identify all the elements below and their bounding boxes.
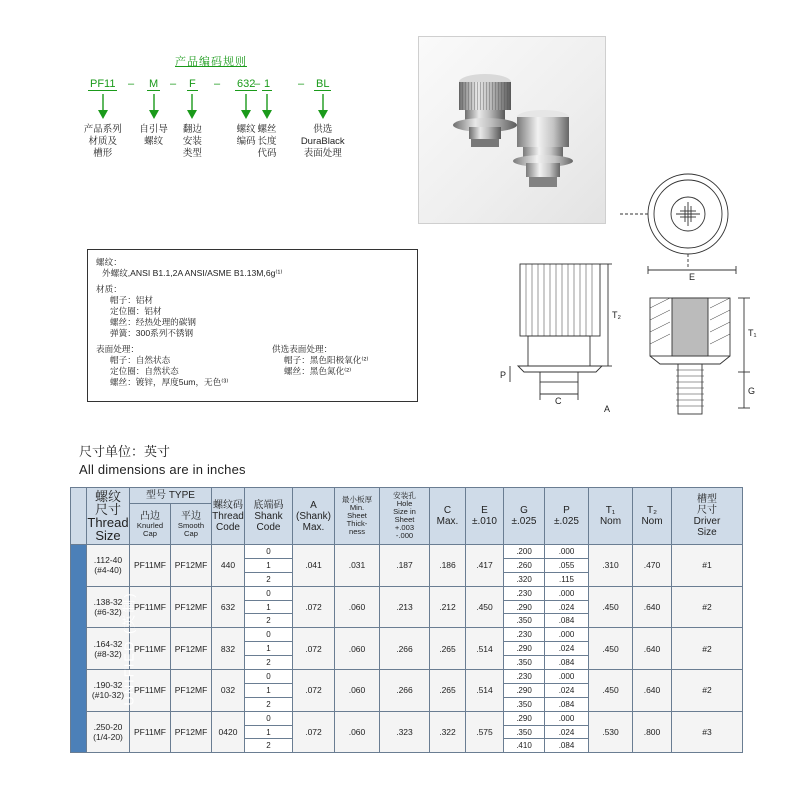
code-segment-desc: 螺丝 长度 代码 (257, 124, 277, 159)
down-arrow-icon (261, 94, 273, 120)
unified-side-label: UNIFIED (英制) (71, 545, 87, 753)
cell-g: .230 (504, 670, 545, 684)
cell-shank: 1 (245, 642, 293, 656)
spec-material-line: 定位圈：铝材 (110, 306, 162, 316)
cell-e: .417 (466, 545, 504, 587)
dim-label-p: P (500, 370, 507, 380)
code-segment-desc: 供选 DuraBlack 表面处理 (300, 124, 345, 159)
dimensions-title-en: All dimensions are in inches (79, 462, 246, 477)
table-row (71, 711, 743, 725)
spec-material-label: 材质： (96, 284, 122, 294)
cell-knurled: PF11MF (130, 628, 171, 670)
th-g: G ±.025 (504, 488, 545, 545)
cell-shank: 2 (245, 656, 293, 670)
cell-smooth: PF12MF (171, 628, 212, 670)
cell-thread-code: 0420 (212, 711, 245, 753)
down-arrow-icon (317, 94, 329, 120)
cell-p: .024 (545, 683, 589, 697)
cell-size: .250-20 (1/4-20) (87, 711, 130, 753)
cell-t1: .450 (589, 586, 633, 628)
th-p: P ±.025 (545, 488, 589, 545)
cell-size: .112-40 (#4-40) (87, 545, 130, 587)
cell-g: .290 (504, 683, 545, 697)
cell-sheet: .031 (335, 545, 380, 587)
cell-sheet: .060 (335, 586, 380, 628)
code-segment-value: PF11 (90, 78, 116, 90)
cell-thread-code: 440 (212, 545, 245, 587)
cell-p: .084 (545, 739, 589, 753)
code-segment-value: 1 (264, 78, 271, 90)
cell-p: .024 (545, 725, 589, 739)
cell-hole: .266 (380, 670, 430, 712)
th-thread-code: 螺纹码 Thread Code (212, 488, 245, 545)
cell-p: .115 (545, 572, 589, 586)
cell-e: .514 (466, 670, 504, 712)
cell-t2: .640 (633, 670, 672, 712)
code-separator: – (170, 78, 177, 90)
th-knurled: 凸边 Knurled Cap (130, 504, 171, 545)
cell-g: .410 (504, 739, 545, 753)
technical-drawing (500, 168, 800, 436)
cell-sheet: .060 (335, 711, 380, 753)
spec-finish-line: 定位圈：自然状态 (110, 366, 179, 376)
cell-knurled: PF11MF (130, 711, 171, 753)
code-segment (187, 78, 198, 91)
th-t2: T₂ Nom (633, 488, 672, 545)
table-row (71, 628, 743, 642)
cell-p: .000 (545, 670, 589, 684)
cell-p: .000 (545, 586, 589, 600)
down-arrow-icon (240, 94, 252, 120)
cell-t1: .530 (589, 711, 633, 753)
cell-c: .186 (430, 545, 466, 587)
table-row (71, 670, 743, 684)
cell-shank: 2 (245, 739, 293, 753)
cell-g: .320 (504, 572, 545, 586)
cell-thread-code: 832 (212, 628, 245, 670)
cell-size: .138-32 (#6-32) (87, 586, 130, 628)
th-type: 型号 TYPE (130, 488, 212, 504)
dim-label-e: E (689, 272, 696, 282)
cell-size: .190-32 (#10-32) (87, 670, 130, 712)
cell-a: .072 (293, 586, 335, 628)
table-body (71, 545, 743, 753)
code-segment (314, 78, 331, 91)
dim-label-c: C (555, 396, 562, 406)
cell-t2: .640 (633, 628, 672, 670)
spec-material-line: 螺丝：经热处理的碳钢 (110, 317, 196, 327)
cell-g: .290 (504, 642, 545, 656)
th-driver: 槽型 尺寸 Driver Size (672, 488, 743, 545)
cell-shank: 0 (245, 545, 293, 559)
cell-driver: #3 (672, 711, 743, 753)
cell-e: .514 (466, 628, 504, 670)
cell-driver: #2 (672, 670, 743, 712)
cell-shank: 0 (245, 711, 293, 725)
code-segment-desc: 螺纹 编码 (236, 124, 256, 147)
cell-g: .290 (504, 711, 545, 725)
cell-p: .000 (545, 711, 589, 725)
spec-optional-label: 供选表面处理： (272, 344, 333, 354)
side-header-cell (71, 488, 87, 545)
code-segment (147, 78, 160, 91)
cell-size: .164-32 (#8-32) (87, 628, 130, 670)
cell-g: .290 (504, 600, 545, 614)
cell-knurled: PF11MF (130, 586, 171, 628)
cell-sheet: .060 (335, 628, 380, 670)
code-segment-desc: 产品系列 材质及 槽形 (83, 124, 122, 159)
spec-optional-line: 螺丝：黑色氮化⁽²⁾ (284, 366, 352, 376)
cell-smooth: PF12MF (171, 586, 212, 628)
spec-box (87, 249, 418, 402)
cell-c: .265 (430, 628, 466, 670)
cell-p: .024 (545, 600, 589, 614)
th-shank-code: 底端码 Shank Code (245, 488, 293, 545)
cell-smooth: PF12MF (171, 545, 212, 587)
dimension-table-wrap (70, 487, 742, 757)
cell-shank: 0 (245, 586, 293, 600)
spec-finish-line: 帽子：自然状态 (110, 355, 171, 365)
cell-shank: 1 (245, 725, 293, 739)
cell-g: .350 (504, 656, 545, 670)
cell-e: .450 (466, 586, 504, 628)
th-smooth: 平边 Smooth Cap (171, 504, 212, 545)
cell-g: .350 (504, 614, 545, 628)
cell-shank: 2 (245, 614, 293, 628)
cell-driver: #2 (672, 586, 743, 628)
spec-thread-value: 外螺纹,ANSI B1.1,2A ANSI/ASME B1.13M,6g⁽¹⁾ (102, 268, 283, 278)
cell-thread-code: 032 (212, 670, 245, 712)
cell-shank: 2 (245, 572, 293, 586)
cell-shank: 2 (245, 697, 293, 711)
cell-a: .072 (293, 628, 335, 670)
code-segment-value: 632 (237, 78, 256, 90)
cell-shank: 1 (245, 558, 293, 572)
cell-shank: 1 (245, 683, 293, 697)
th-hole: 安装孔 Hole Size in Sheet +.003 -.000 (380, 488, 430, 545)
cell-t2: .800 (633, 711, 672, 753)
cell-a: .072 (293, 711, 335, 753)
dimension-table (70, 487, 743, 753)
cell-shank: 1 (245, 600, 293, 614)
cell-hole: .187 (380, 545, 430, 587)
cell-hole: .266 (380, 628, 430, 670)
cell-hole: .323 (380, 711, 430, 753)
dimensions-title-cn: 尺寸单位：英寸 (79, 444, 171, 459)
cell-t1: .450 (589, 670, 633, 712)
code-separator: – (128, 78, 135, 90)
cell-a: .041 (293, 545, 335, 587)
th-e: E ±.010 (466, 488, 504, 545)
cell-p: .084 (545, 656, 589, 670)
th-t1: T₁ Nom (589, 488, 633, 545)
cell-t1: .310 (589, 545, 633, 587)
code-segment-value: M (149, 78, 159, 90)
th-c: C Max. (430, 488, 466, 545)
cell-knurled: PF11MF (130, 670, 171, 712)
cell-g: .350 (504, 725, 545, 739)
cell-t1: .450 (589, 628, 633, 670)
cell-c: .265 (430, 670, 466, 712)
cell-smooth: PF12MF (171, 711, 212, 753)
dim-label-t1: T₁ (748, 328, 757, 338)
cell-t2: .470 (633, 545, 672, 587)
code-separator: – (298, 78, 305, 90)
code-segment (262, 78, 272, 91)
cell-driver: #1 (672, 545, 743, 587)
code-segment-value: F (189, 78, 196, 90)
cell-sheet: .060 (335, 670, 380, 712)
spec-finish-line: 螺丝：镀锌，厚度5um，无色⁽³⁾ (110, 377, 229, 387)
cell-p: .084 (545, 697, 589, 711)
spec-finish-label: 表面处理： (96, 344, 139, 354)
cell-p: .055 (545, 558, 589, 572)
cell-shank: 0 (245, 628, 293, 642)
drawing-svg (500, 168, 800, 436)
down-arrow-icon (186, 94, 198, 120)
cell-c: .212 (430, 586, 466, 628)
cell-e: .575 (466, 711, 504, 753)
cell-smooth: PF12MF (171, 670, 212, 712)
cell-hole: .213 (380, 586, 430, 628)
spec-thread-label: 螺纹： (96, 257, 122, 267)
spec-optional-line: 帽子：黑色阳极氧化⁽²⁾ (284, 355, 369, 365)
code-segment-desc: 翻边 安装 类型 (182, 124, 202, 159)
cell-g: .350 (504, 697, 545, 711)
cell-t2: .640 (633, 586, 672, 628)
cell-knurled: PF11MF (130, 545, 171, 587)
dim-label-g: G (748, 386, 756, 396)
cell-p: .000 (545, 628, 589, 642)
th-a: A (Shank) Max. (293, 488, 335, 545)
dim-label-t2: T₂ (612, 310, 621, 320)
cell-thread-code: 632 (212, 586, 245, 628)
code-scheme-title: 产品编码规则 (175, 56, 247, 68)
table-row (71, 545, 743, 559)
cell-g: .230 (504, 628, 545, 642)
cell-g: .260 (504, 558, 545, 572)
code-segment-value: BL (316, 78, 330, 90)
code-separator: – (214, 78, 221, 90)
cell-p: .084 (545, 614, 589, 628)
cell-a: .072 (293, 670, 335, 712)
down-arrow-icon (148, 94, 160, 120)
table-row (71, 586, 743, 600)
dim-label-a: A (604, 404, 611, 414)
spec-material-line: 帽子：铝材 (110, 295, 153, 305)
cell-shank: 0 (245, 670, 293, 684)
code-segment (88, 78, 117, 91)
down-arrow-icon (97, 94, 109, 120)
cell-p: .024 (545, 642, 589, 656)
th-thread: 螺纹 尺寸 Thread Size (87, 489, 129, 543)
th-sheet: 最小板厚 Min. Sheet Thick- ness (335, 488, 380, 545)
code-separator: – (254, 78, 261, 90)
cell-g: .200 (504, 545, 545, 559)
cell-c: .322 (430, 711, 466, 753)
cell-g: .230 (504, 586, 545, 600)
cell-driver: #2 (672, 628, 743, 670)
cell-p: .000 (545, 545, 589, 559)
spec-material-line: 弹簧：300系列不锈钢 (110, 328, 194, 338)
code-segment-desc: 自引导 螺纹 (139, 124, 168, 147)
